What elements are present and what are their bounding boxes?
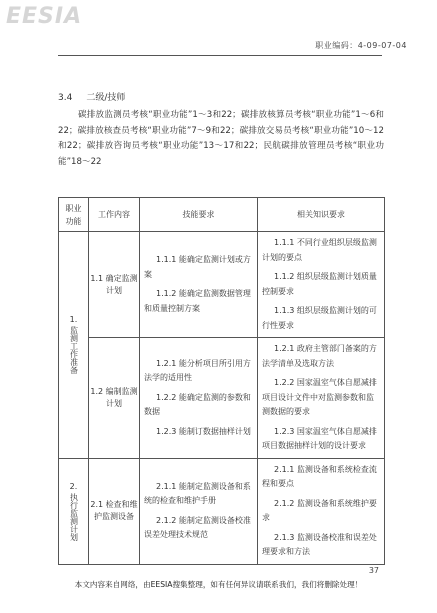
skills-cell — [140, 338, 258, 459]
section-heading — [58, 90, 139, 103]
skills-cell — [140, 458, 258, 564]
section-intro: 碳排放监测员考核“职业功能”1～3和22；碳排放核算员考核“职业功能”1～6和22；碳排放核查员考核“职业功能”7～9和22；碳排放交易员考核“职业功能”10～12和22；碳排放咨询员考核“职业功能”13～17和22；民航碳排放管理员考核“职业功能”18～22 — [58, 110, 384, 167]
occupation-code: 职业编码：4-09-07-04 — [315, 41, 407, 50]
work-content-cell: 1.2 编制监测计划 — [89, 338, 140, 459]
work-content-cell: 1.1 确定监测计划 — [89, 232, 140, 338]
skills-cell — [140, 232, 258, 338]
knowledge-item: 1.1.2 组织层级监测计划质量控制要求 — [262, 272, 377, 296]
skill-item: 1.2.1 能分析项目所引用方法学的适用性 — [144, 358, 251, 382]
table-header-row — [59, 198, 385, 232]
skill-item: 1.2.3 能制订数据抽样计划 — [156, 426, 251, 436]
table-row — [59, 232, 385, 338]
eesia-logo: EESIA — [6, 4, 83, 29]
skill-item: 2.1.2 能制定监测设备校准误差处理技术规范 — [144, 515, 251, 539]
knowledge-item: 2.1.1 监测设备和系统检查流程和要点 — [262, 464, 377, 488]
knowledge-item: 2.1.3 监测设备校准和误差处理要求和方法 — [262, 532, 377, 556]
table-row — [59, 458, 385, 564]
knowledge-cell — [258, 232, 385, 338]
skill-item: 1.2.2 能确定监测的参数和数据 — [144, 392, 251, 416]
work-content-cell: 2.1 检查和维护监测设备 — [89, 458, 140, 564]
section-title: 二级/技师 — [86, 93, 126, 103]
header-domain: 职业功能 — [59, 198, 89, 232]
requirements-table — [58, 197, 385, 565]
table-row — [59, 338, 385, 459]
skill-item: 1.1.1 能确定监测计划或方案 — [144, 255, 251, 279]
domain-cell — [59, 458, 89, 564]
header-work: 工作内容 — [89, 198, 140, 232]
domain-name: 监测工作准备 — [69, 326, 79, 375]
header-knowledge: 相关知识要求 — [258, 198, 385, 232]
header-skills: 技能要求 — [140, 198, 258, 232]
domain-number: 1. — [69, 315, 78, 325]
knowledge-item: 1.1.1 不同行业组织层级监测计划的要点 — [262, 238, 377, 262]
knowledge-cell — [258, 338, 385, 459]
knowledge-item: 1.1.3 组织层级监测计划的可行性要求 — [262, 306, 377, 330]
knowledge-item: 2.1.2 监测设备和系统维护要求 — [262, 498, 377, 522]
section-number: 3.4 — [58, 93, 73, 103]
header-divider — [58, 55, 382, 56]
skill-item: 1.1.2 能确定监测数据管理和质量控制方案 — [144, 289, 251, 313]
skill-item: 2.1.1 能制定监测设备和系统的检查和维护手册 — [144, 481, 251, 505]
domain-number: 2. — [69, 481, 78, 491]
domain-cell — [59, 232, 89, 459]
knowledge-item: 1.2.2 国家温室气体自愿减排项目设计文件中对监测参数和监测数据的要求 — [262, 378, 377, 416]
knowledge-item: 1.2.1 政府主管部门备案的方法学清单及选取方法 — [262, 344, 377, 368]
knowledge-cell — [258, 458, 385, 564]
footer-notice: 本文内容来自网络，由EESIA搜集整理，如有任何异议请联系我们，我们将删除处理！ — [74, 580, 363, 589]
domain-name: 执行监测计划 — [69, 492, 79, 541]
knowledge-item: 1.2.3 国家温室气体自愿减排项目数据抽样计划的设计要求 — [262, 426, 377, 450]
page-number: 37 — [368, 566, 379, 575]
